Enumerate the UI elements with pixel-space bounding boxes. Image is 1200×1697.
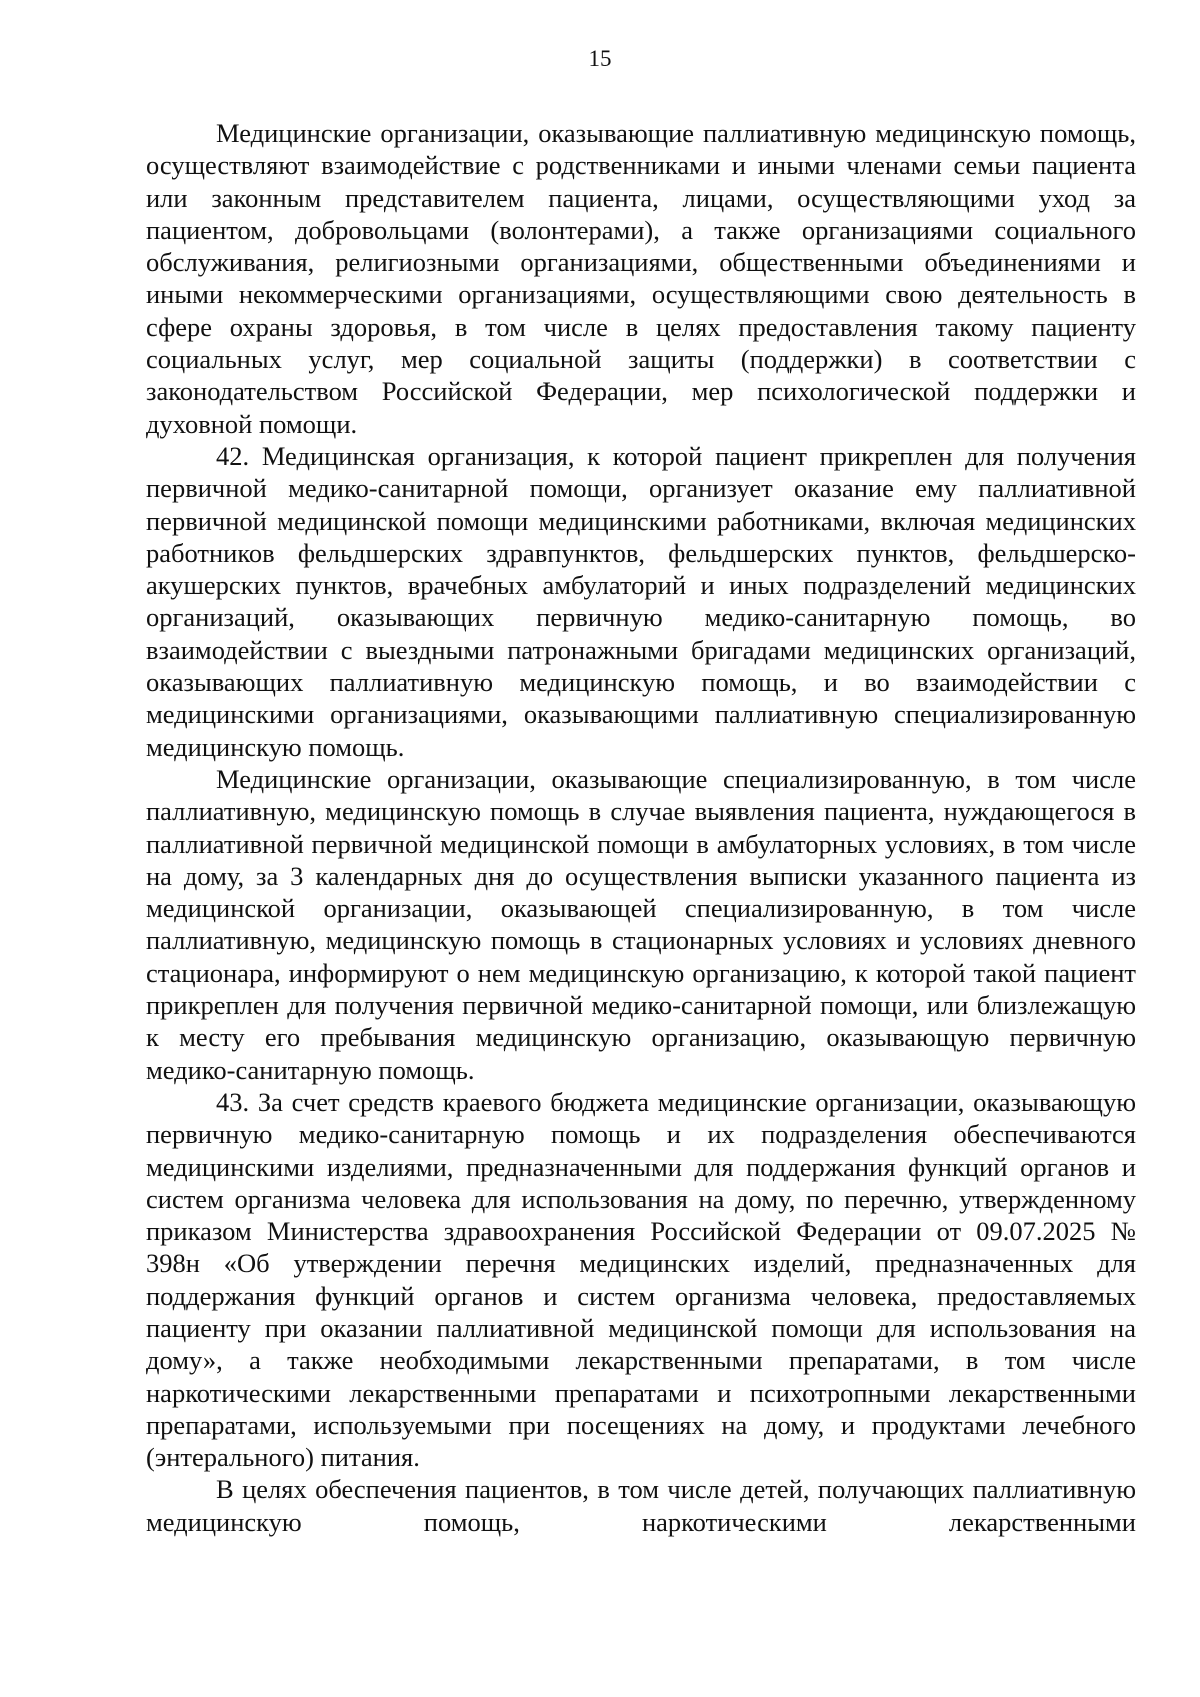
paragraph-patient-provision: В целях обеспечения пациентов, в том числе детей, получающих паллиативную медицинскую помощь, наркотическими лекарственными — [146, 1474, 1136, 1537]
paragraph-item-43: 43. За счет средств краевого бюджета медицинские организации, оказывающую первичную медико-санитарную помощь и их подразделения обеспечиваются медицинскими изделиями, предназначенными для поддержания функций органов и систем организма человека для использования на дому, по перечню, утвержденному приказом Министерства здравоохранения Российской Федерации от 09.07.2025 № 398н «Об утверждении перечня медицинских изделий, предназначенных для поддержания функций органов и систем организма человека, предоставляемых пациенту при оказании паллиативной медицинской помощи для использования на дому», а также необходимыми лекарственными препаратами, в том числе наркотическими лекарственными препаратами и психотропными лекарственными препаратами, используемыми при посещениях на дому, и продуктами лечебного (энтерального) питания. — [146, 1086, 1136, 1473]
paragraph-item-42: 42. Медицинская организация, к которой пациент прикреплен для получения первичной медико-санитарной помощи, организует оказание ему паллиативной первичной медицинской помощи медицинскими работниками, включая медицинских работников фельдшерских здравпунктов, фельдшерских пунктов, фельдшерско-акушерских пунктов, врачебных амбулаторий и иных подразделений медицинских организаций, оказывающих первичную медико-санитарную помощь, во взаимодействии с выездными патронажными бригадами медицинских организаций, оказывающих паллиативную медицинскую помощь, и во взаимодействии с медицинскими организациями, оказывающими паллиативную специализированную медицинскую помощь. — [146, 440, 1136, 762]
document-body — [146, 117, 1136, 1538]
paragraph-palliative-cooperation: Медицинские организации, оказывающие паллиативную медицинскую помощь, осуществляют взаимодействие с родственниками и иными членами семьи пациента или законным представителем пациента, лицами, осуществляющими уход за пациентом, добровольцами (волонтерами), а также организациями социального обслуживания, религиозными организациями, общественными объединениями и иными некоммерческими организациями, осуществляющими свою деятельность в сфере охраны здоровья, в том числе в целях предоставления такому пациенту социальных услуг, мер социальной защиты (поддержки) в соответствии с законодательством Российской Федерации, мер психологической поддержки и духовной помощи. — [146, 118, 1136, 439]
page-number: 15 — [588, 46, 612, 71]
paragraph-specialized-care: Медицинские организации, оказывающие специализированную, в том числе паллиативную, медицинскую помощь в случае выявления пациента, нуждающегося в паллиативной первичной медицинской помощи в амбулаторных условиях, в том числе на дому, за 3 календарных дня до осуществления выписки указанного пациента из медицинской организации, оказывающей специализированную, в том числе паллиативную, медицинскую помощь в стационарных условиях и условиях дневного стационара, информируют о нем медицинскую организацию, к которой такой пациент прикреплен для получения первичной медико-санитарной помощи, или близлежащую к месту его пребывания медицинскую организацию, оказывающую первичную медико-санитарную помощь. — [146, 763, 1136, 1085]
